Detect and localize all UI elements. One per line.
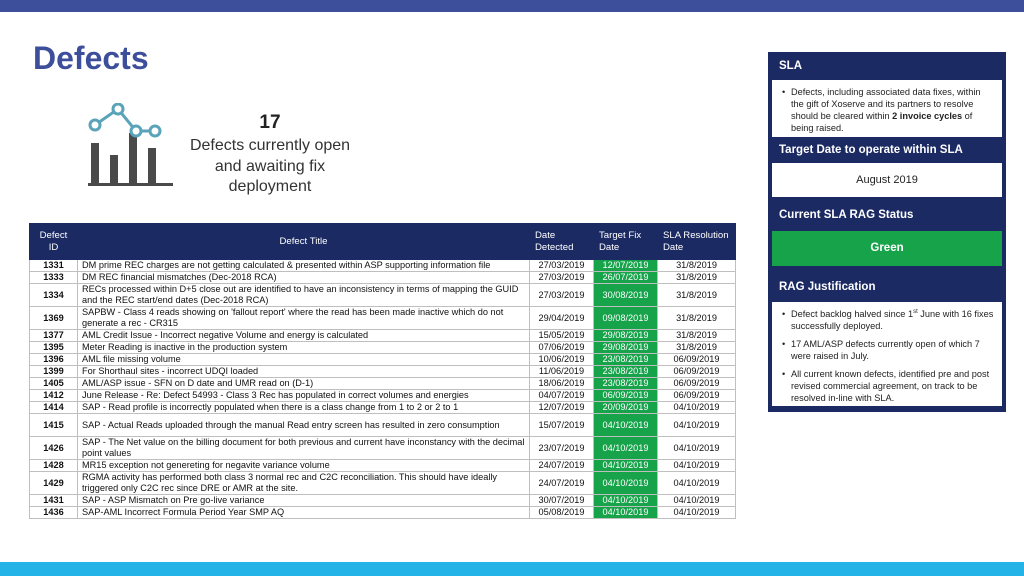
bullet-text: June with 16 fixes successfully deployed.	[791, 309, 994, 331]
table-row	[30, 437, 736, 460]
defect-id-cell: 1429	[30, 472, 78, 495]
table-row	[30, 260, 736, 272]
table-row	[30, 402, 736, 414]
date-detected-cell: 24/07/2019	[530, 460, 594, 472]
defect-id-cell: 1396	[30, 354, 78, 366]
bottom-accent-bar	[0, 562, 1024, 576]
date-detected-cell: 07/06/2019	[530, 342, 594, 354]
defect-id-cell: 1395	[30, 342, 78, 354]
caption-line: deployment	[228, 178, 312, 195]
defect-title-cell: SAPBW - Class 4 reads showing on 'fallout report' where the read has been made inactive which do not generate a rec - CR315	[78, 307, 530, 330]
date-detected-cell: 24/07/2019	[530, 472, 594, 495]
col-header-sla-resolution-date: SLA Resolution Date	[658, 224, 736, 260]
rag-justification-box	[772, 302, 1002, 406]
col-header-target-fix-date: Target Fix Date	[594, 224, 658, 260]
rag-justification-bullet	[782, 368, 994, 404]
defect-id-cell: 1426	[30, 437, 78, 460]
sla-resolution-date-cell: 04/10/2019	[658, 402, 736, 414]
defect-title-cell: Meter Reading is inactive in the production system	[78, 342, 530, 354]
target-fix-date-cell: 04/10/2019	[594, 507, 658, 519]
sla-resolution-date-cell: 04/10/2019	[658, 472, 736, 495]
sla-resolution-date-cell: 04/10/2019	[658, 460, 736, 472]
bullet-text: All current known defects, identified pre and post revised commercial agreement, on track to be resolved in-line with SLA.	[791, 369, 990, 403]
date-detected-cell: 29/04/2019	[530, 307, 594, 330]
date-detected-cell: 10/06/2019	[530, 354, 594, 366]
target-fix-date-cell: 20/09/2019	[594, 402, 658, 414]
date-detected-cell: 15/05/2019	[530, 330, 594, 342]
defect-id-cell: 1414	[30, 402, 78, 414]
defect-title-cell: AML/ASP issue - SFN on D date and UMR read on (D-1)	[78, 378, 530, 390]
sla-resolution-date-cell: 06/09/2019	[658, 378, 736, 390]
defect-id-cell: 1428	[30, 460, 78, 472]
rag-justification-header: RAG Justification	[779, 281, 876, 293]
defect-id-cell: 1333	[30, 272, 78, 284]
defect-title-cell: MR15 exception not genereting for negavite variance volume	[78, 460, 530, 472]
target-fix-date-cell: 23/08/2019	[594, 366, 658, 378]
defect-title-cell: June Release - Re: Defect 54993 - Class 3 Rec has populated in correct volumes and energies	[78, 390, 530, 402]
date-detected-cell: 27/03/2019	[530, 284, 594, 307]
bullet-text: Defect backlog halved since 1	[791, 309, 914, 319]
table-row	[30, 354, 736, 366]
rag-status-header: Current SLA RAG Status	[779, 209, 914, 221]
sla-resolution-date-cell: 31/8/2019	[658, 284, 736, 307]
target-fix-date-cell: 30/08/2019	[594, 284, 658, 307]
defects-table	[29, 223, 736, 519]
target-fix-date-cell: 04/10/2019	[594, 414, 658, 437]
sla-resolution-date-cell: 06/09/2019	[658, 354, 736, 366]
target-fix-date-cell: 26/07/2019	[594, 272, 658, 284]
defect-title-cell: AML Credit Issue - Incorrect negative Volume and energy is calculated	[78, 330, 530, 342]
sla-bullets	[772, 80, 1002, 134]
defect-id-cell: 1405	[30, 378, 78, 390]
defect-id-cell: 1377	[30, 330, 78, 342]
defect-id-cell: 1334	[30, 284, 78, 307]
table-row	[30, 330, 736, 342]
table-row	[30, 284, 736, 307]
table-row	[30, 342, 736, 354]
defect-title-cell: SAP - Actual Reads uploaded through the manual Read entry screen has resulted in zero consumption	[78, 414, 530, 437]
defect-title-cell: SAP-AML Incorrect Formula Period Year SMP AQ	[78, 507, 530, 519]
target-date-value: August 2019	[856, 174, 918, 186]
target-fix-date-cell: 04/10/2019	[594, 460, 658, 472]
defect-title-cell: For Shorthaul sites - incorrect UDQI loaded	[78, 366, 530, 378]
sla-bullet-text: Defects, including associated data fixes, within the gift of Xoserve and its partners to resolve should be cleared within	[791, 87, 981, 121]
defect-title-cell: RGMA activity has performed both class 3 normal rec and C2C reconciliation. This should have ideally triggered only C2C rec since DRE or AMR at the site.	[78, 472, 530, 495]
sla-resolution-date-cell: 31/8/2019	[658, 330, 736, 342]
defect-title-cell: AML file missing volume	[78, 354, 530, 366]
defect-title-cell: RECs processed within D+5 close out are identified to have an inconsistency in terms of mapping the GUID and the REC start/end dates (Dec-2018 RCA)	[78, 284, 530, 307]
date-detected-cell: 23/07/2019	[530, 437, 594, 460]
defect-title-cell: SAP - The Net value on the billing document for both previous and current have inconstancy with the decimal point values	[78, 437, 530, 460]
date-detected-cell: 27/03/2019	[530, 260, 594, 272]
target-date-box	[772, 163, 1002, 197]
target-fix-date-cell: 09/08/2019	[594, 307, 658, 330]
sla-description-box	[772, 80, 1002, 137]
table-row	[30, 307, 736, 330]
table-row	[30, 495, 736, 507]
sla-bullet-emphasis: 2 invoice cycles	[892, 111, 963, 121]
table-row	[30, 414, 736, 437]
date-detected-cell: 04/07/2019	[530, 390, 594, 402]
target-fix-date-cell: 04/10/2019	[594, 472, 658, 495]
sla-resolution-date-cell: 04/10/2019	[658, 437, 736, 460]
date-detected-cell: 05/08/2019	[530, 507, 594, 519]
table-row	[30, 366, 736, 378]
defects-table-body	[30, 260, 736, 519]
table-row	[30, 272, 736, 284]
col-header-date-detected: Date Detected	[530, 224, 594, 260]
target-fix-date-cell: 04/10/2019	[594, 495, 658, 507]
rag-justification-bullets	[772, 302, 1002, 404]
target-fix-date-cell: 23/08/2019	[594, 354, 658, 366]
sla-resolution-date-cell: 31/8/2019	[658, 342, 736, 354]
date-detected-cell: 12/07/2019	[530, 402, 594, 414]
sla-resolution-date-cell: 04/10/2019	[658, 414, 736, 437]
sla-bullet	[782, 86, 994, 134]
open-defects-caption	[180, 136, 360, 198]
defect-id-cell: 1369	[30, 307, 78, 330]
top-accent-bar	[0, 0, 1024, 12]
col-header-defect-title: Defect Title	[78, 224, 530, 260]
defect-title-cell: DM REC financial mismatches (Dec-2018 RCA)	[78, 272, 530, 284]
sla-resolution-date-cell: 31/8/2019	[658, 272, 736, 284]
sla-bullet-text: of being raised.	[791, 111, 973, 133]
sla-resolution-date-cell: 04/10/2019	[658, 495, 736, 507]
defect-id-cell: 1412	[30, 390, 78, 402]
target-fix-date-cell: 29/08/2019	[594, 330, 658, 342]
date-detected-cell: 27/03/2019	[530, 272, 594, 284]
caption-line: Defects currently open	[189, 137, 351, 154]
defect-id-cell: 1399	[30, 366, 78, 378]
table-row	[30, 507, 736, 519]
sla-header: SLA	[779, 60, 802, 72]
target-fix-date-cell: 29/08/2019	[594, 342, 658, 354]
sla-panel	[768, 52, 1006, 412]
bullet-superscript: st	[913, 308, 918, 315]
target-fix-date-cell: 23/08/2019	[594, 378, 658, 390]
date-detected-cell: 30/07/2019	[530, 495, 594, 507]
date-detected-cell: 15/07/2019	[530, 414, 594, 437]
rag-justification-bullet	[782, 308, 994, 332]
defect-id-cell: 1415	[30, 414, 78, 437]
target-fix-date-cell: 06/09/2019	[594, 390, 658, 402]
date-detected-cell: 11/06/2019	[530, 366, 594, 378]
table-row	[30, 390, 736, 402]
sla-resolution-date-cell: 31/8/2019	[658, 260, 736, 272]
page-title: Defects	[33, 40, 149, 76]
rag-justification-bullet	[782, 338, 994, 362]
table-row	[30, 460, 736, 472]
open-defects-count: 17	[259, 112, 281, 133]
defect-title-cell: SAP - ASP Mismatch on Pre go-live variance	[78, 495, 530, 507]
defect-title-cell: SAP - Read profile is incorrectly populated when there is a class change from 1 to 2 or 2 to 1	[78, 402, 530, 414]
caption-line: and awaiting fix	[214, 157, 326, 175]
target-fix-date-cell: 12/07/2019	[594, 260, 658, 272]
table-row	[30, 472, 736, 495]
target-date-header: Target Date to operate within SLA	[779, 144, 963, 156]
date-detected-cell: 18/06/2019	[530, 378, 594, 390]
defect-id-cell: 1436	[30, 507, 78, 519]
target-fix-date-cell: 04/10/2019	[594, 437, 658, 460]
bullet-text: 17 AML/ASP defects currently open of which 7 were raised in July.	[791, 339, 980, 361]
defect-id-cell: 1331	[30, 260, 78, 272]
table-row	[30, 378, 736, 390]
table-header-row	[30, 224, 736, 260]
col-header-defect-id: Defect ID	[30, 224, 78, 260]
analytics-chart-icon	[88, 103, 173, 187]
defect-title-cell: DM prime REC charges are not getting calculated & presented within ASP supporting information file	[78, 260, 530, 272]
sla-resolution-date-cell: 06/09/2019	[658, 366, 736, 378]
sla-resolution-date-cell: 31/8/2019	[658, 307, 736, 330]
sla-resolution-date-cell: 04/10/2019	[658, 507, 736, 519]
defect-id-cell: 1431	[30, 495, 78, 507]
rag-status-badge: Green	[772, 231, 1002, 266]
sla-resolution-date-cell: 06/09/2019	[658, 390, 736, 402]
